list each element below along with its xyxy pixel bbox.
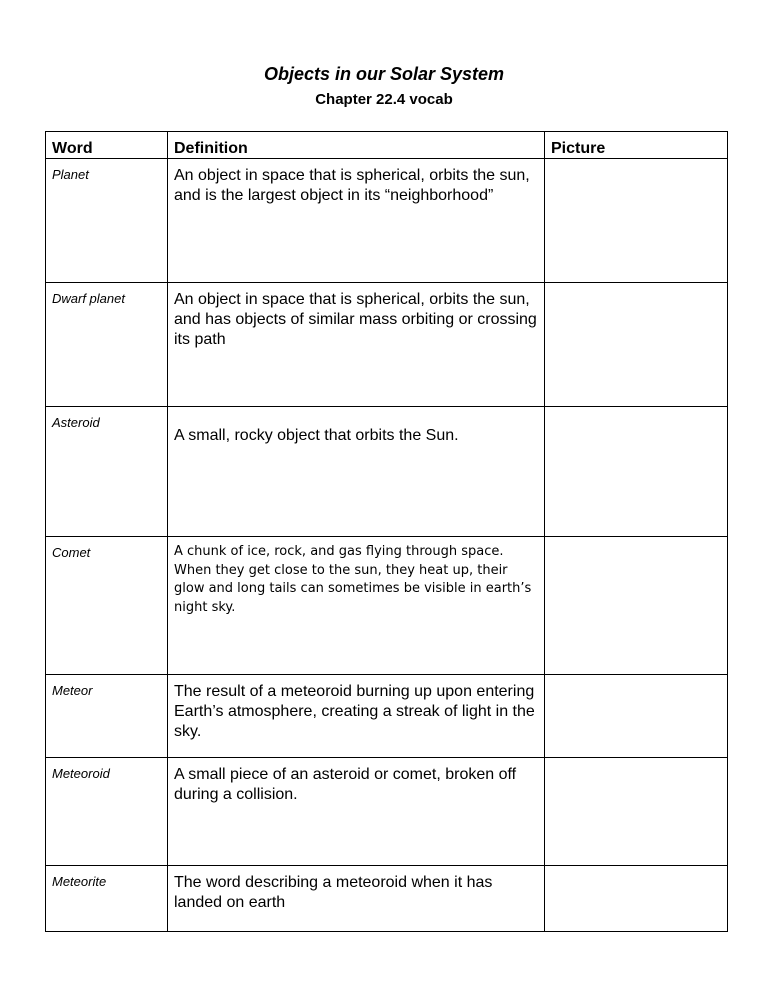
word-cell (46, 159, 168, 283)
definition-cell (168, 758, 545, 866)
table-row (46, 283, 728, 407)
header-definition: Definition (174, 140, 248, 157)
definition-dwarf-planet: An object in space that is spherical, orbits the sun, and has objects of similar mass orbiting or crossing its path (174, 291, 537, 348)
word-cell (46, 407, 168, 537)
picture-cell[interactable] (545, 537, 728, 675)
word-asteroid: Asteroid (52, 415, 100, 430)
table-header-row (46, 132, 728, 159)
picture-cell[interactable] (545, 866, 728, 932)
word-cell (46, 758, 168, 866)
picture-cell[interactable] (545, 758, 728, 866)
table-row (46, 537, 728, 675)
document-title: Objects in our Solar System (263, 64, 505, 84)
definition-meteor: The result of a meteoroid burning up upon entering Earth’s atmosphere, creating a streak of light in the sky. (174, 683, 535, 740)
document-subtitle: Chapter 22.4 vocab (315, 91, 453, 108)
picture-cell[interactable] (545, 159, 728, 283)
definition-cell (168, 537, 545, 675)
header-picture-cell (545, 132, 728, 159)
definition-asteroid: A small, rocky object that orbits the Sun. (174, 427, 459, 444)
word-dwarf-planet: Dwarf planet (52, 291, 125, 306)
word-planet: Planet (52, 167, 89, 182)
header-word: Word (52, 140, 93, 157)
definition-cell (168, 159, 545, 283)
header-word-cell (46, 132, 168, 159)
word-meteoroid: Meteoroid (52, 766, 110, 781)
word-meteorite: Meteorite (52, 874, 107, 889)
table-row (46, 675, 728, 758)
definition-cell (168, 407, 545, 537)
word-cell (46, 675, 168, 758)
word-cell (46, 283, 168, 407)
vocab-table (45, 131, 728, 932)
definition-meteorite: The word describing a meteoroid when it has landed on earth (174, 874, 493, 911)
header-definition-cell (168, 132, 545, 159)
table-row (46, 407, 728, 537)
definition-cell (168, 675, 545, 758)
word-cell (46, 537, 168, 675)
definition-cell (168, 866, 545, 932)
table-row (46, 159, 728, 283)
definition-planet: An object in space that is spherical, orbits the sun, and is the largest object in its “neighborhood” (174, 167, 530, 204)
definition-meteoroid: A small piece of an asteroid or comet, broken off during a collision. (174, 766, 517, 803)
picture-cell[interactable] (545, 407, 728, 537)
picture-cell[interactable] (545, 283, 728, 407)
table-row (46, 866, 728, 932)
word-meteor: Meteor (52, 683, 93, 698)
word-comet: Comet (52, 545, 91, 560)
header-picture: Picture (551, 140, 606, 157)
picture-cell[interactable] (545, 675, 728, 758)
definition-cell (168, 283, 545, 407)
table-row (46, 758, 728, 866)
word-cell (46, 866, 168, 932)
definition-comet: A chunk of ice, rock, and gas flying through space. When they get close to the sun, they heat up, their glow and long tails can sometimes be visible in earth’s night sky. (174, 544, 532, 615)
